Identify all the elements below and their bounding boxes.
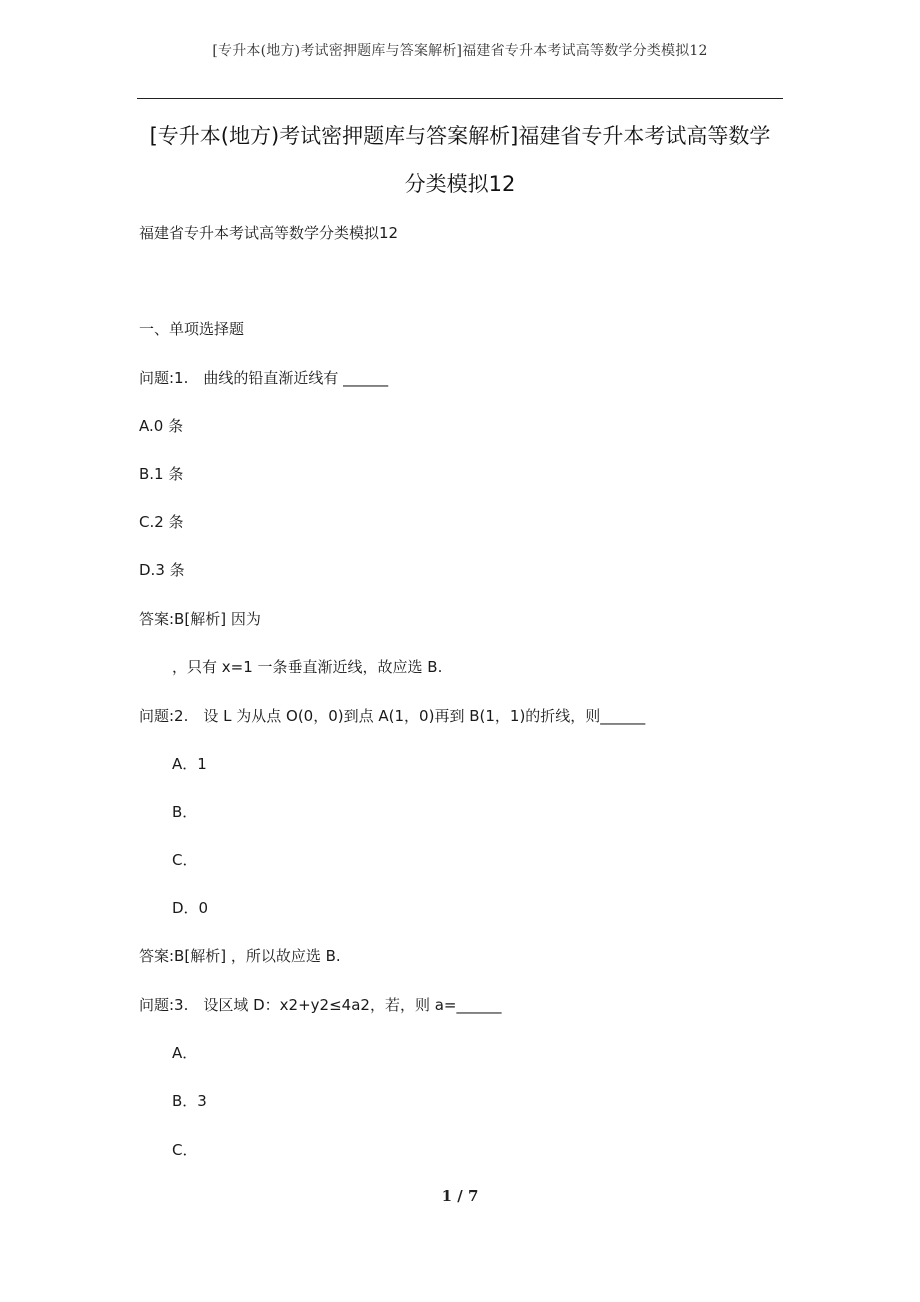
question-1-option-b: B.1 条 [139, 465, 184, 483]
header-divider [137, 98, 783, 99]
question-1-stem: 问题:1. 曲线的铅直渐近线有 ______ [139, 369, 389, 387]
document-subtitle: 福建省专升本考试高等数学分类模拟12 [139, 224, 399, 242]
document-title-line-2: 分类模拟12 [404, 172, 516, 196]
page-header: [专升本(地方)考试密押题库与答案解析]福建省专升本考试高等数学分类模拟12 [212, 43, 708, 59]
page-number: 1 / 7 [441, 1187, 479, 1205]
document-title-line-1: [专升本(地方)考试密押题库与答案解析]福建省专升本考试高等数学 [149, 124, 771, 148]
question-3-option-b: B．3 [172, 1092, 207, 1110]
question-1-option-c: C.2 条 [139, 513, 184, 531]
question-2-option-b: B． [172, 803, 198, 821]
question-1-option-d: D.3 条 [139, 561, 185, 579]
question-1-answer: 答案:B[解析] 因为 [139, 610, 261, 628]
question-2-option-a: A．1 [172, 755, 207, 773]
question-3-option-a: A． [172, 1044, 198, 1062]
question-2-option-d: D．0 [172, 899, 209, 917]
question-1-option-a: A.0 条 [139, 417, 184, 435]
section-heading: 一、单项选择题 [139, 320, 245, 338]
question-2-stem: 问题:2. 设 L 为从点 O(0，0)到点 A(1，0)再到 B(1，1)的折线，则______ [139, 707, 646, 725]
question-3-stem: 问题:3. 设区域 D：x2+y2≤4a2，若，则 a=______ [139, 996, 502, 1014]
question-3-option-c: C． [172, 1141, 198, 1159]
question-2-answer: 答案:B[解析] ，所以故应选 B. [139, 947, 341, 965]
question-2-option-c: C． [172, 851, 198, 869]
question-1-explanation: ，只有 x=1 一条垂直渐近线，故应选 B. [172, 658, 443, 676]
